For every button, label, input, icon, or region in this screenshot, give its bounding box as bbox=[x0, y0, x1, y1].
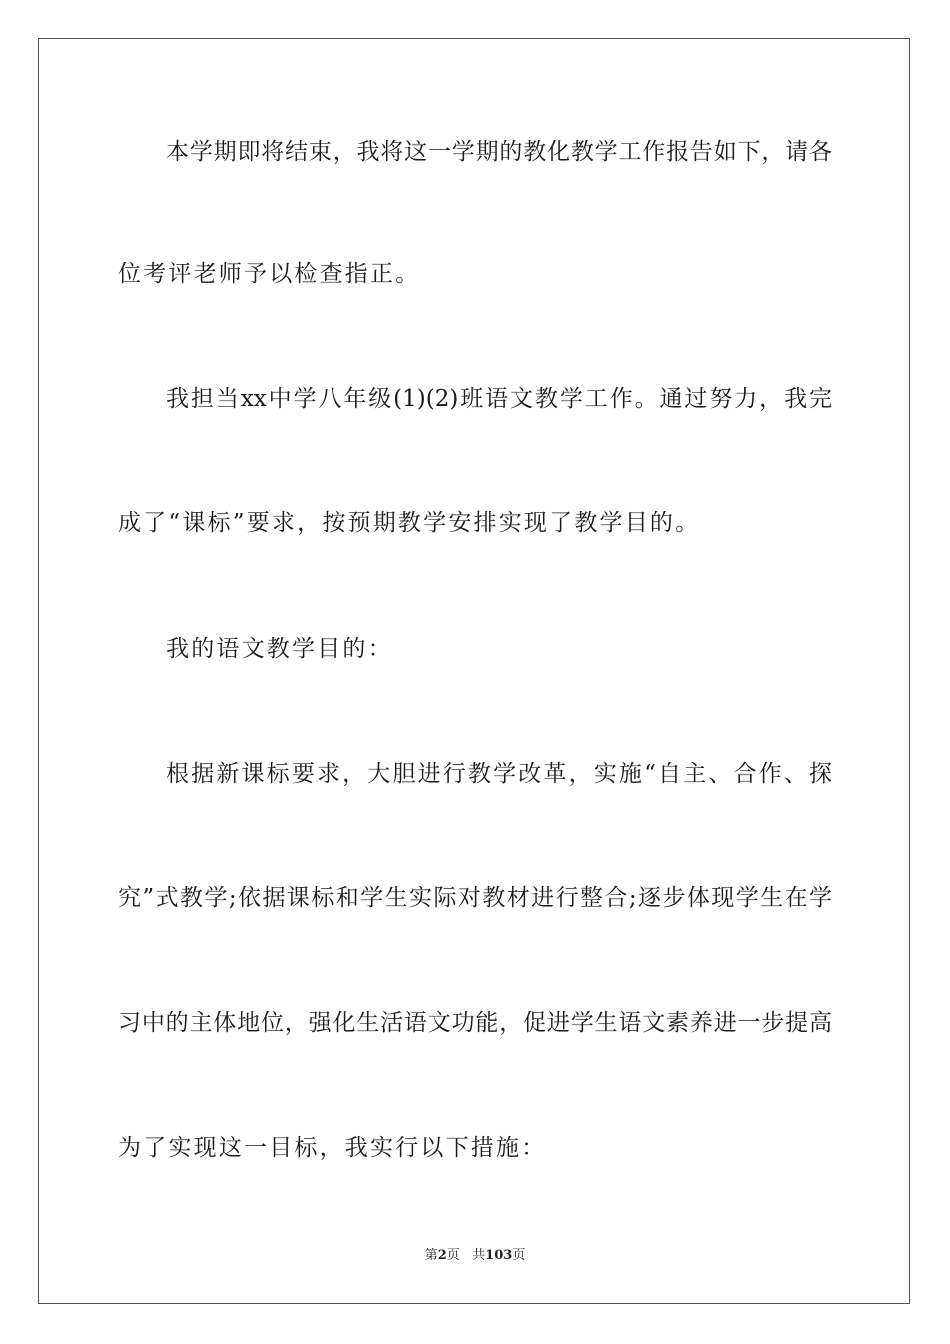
paragraph-4-line-2: 究”式教学;依据课标和学生实际对教材进行整合;逐步体现学生在学 bbox=[118, 885, 832, 911]
page-footer bbox=[0, 1247, 950, 1265]
page-border bbox=[38, 38, 910, 1304]
paragraph-4-line-1: 根据新课标要求，大胆进行教学改革，实施“自主、合作、探 bbox=[166, 761, 832, 787]
paragraph-1-line-2: 位考评老师予以检查指正。 bbox=[118, 261, 421, 287]
paragraph-2-line-2: 成了“课标”要求，按预期教学安排实现了教学目的。 bbox=[118, 510, 701, 536]
paragraph-4-line-3: 习中的主体地位，强化生活语文功能，促进学生语文素养进一步提高 bbox=[118, 1010, 832, 1036]
footer-total-pages: 103 bbox=[485, 1248, 513, 1263]
footer-page-suffix: 页 bbox=[446, 1248, 460, 1263]
paragraph-5-line-1: 为了实现这一目标，我实行以下措施： bbox=[118, 1135, 547, 1161]
paragraph-2-line-1: 我担当xx中学八年级(1)(2)班语文教学工作。通过努力，我完 bbox=[166, 386, 832, 412]
paragraph-1-line-1: 本学期即将结束，我将这一学期的教化教学工作报告如下，请各 bbox=[166, 139, 832, 165]
footer-page-prefix: 第 bbox=[424, 1248, 438, 1263]
footer-page-number: 2 bbox=[437, 1248, 447, 1263]
paragraph-3-line-1: 我的语文教学目的： bbox=[166, 636, 393, 662]
footer-total-suffix: 页 bbox=[512, 1248, 526, 1263]
footer-total-prefix: 共 bbox=[472, 1248, 486, 1263]
